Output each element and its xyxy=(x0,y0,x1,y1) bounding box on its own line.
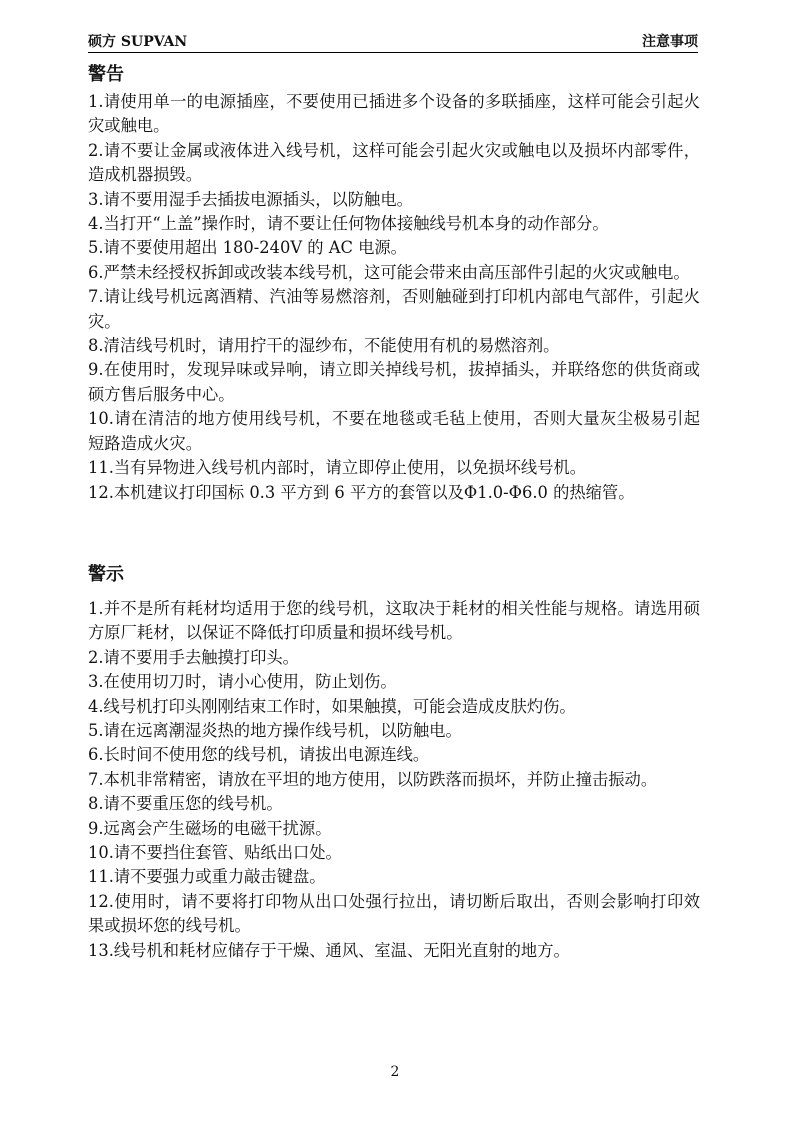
notice-item: 8.请不要重压您的线号机。 xyxy=(88,794,283,814)
notice-title: 警示 xyxy=(88,564,124,585)
warning-item: 5.请不要使用超出 180-240V 的 AC 电源。 xyxy=(88,238,407,258)
notice-item: 4.线号机打印头刚刚结束工作时，如果触摸，可能会造成皮肤灼伤。 xyxy=(88,696,576,716)
page-header xyxy=(88,0,698,53)
notice-item: 13.线号机和耗材应储存于干燥、通风、室温、无阳光直射的地方。 xyxy=(88,940,570,960)
notice-item: 2.请不要用手去触摸打印头。 xyxy=(88,647,299,667)
notice-list xyxy=(88,597,700,963)
notice-item: 3.在使用切刀时，请小心使用，防止划伤。 xyxy=(88,672,397,692)
warning-list xyxy=(88,90,700,505)
warning-section xyxy=(88,63,700,505)
notice-item: 7.本机非常精密，请放在平坦的地方使用，以防跌落而损坏，并防止撞击振动。 xyxy=(88,769,658,789)
notice-item: 5.请在远离潮湿炎热的地方操作线号机，以防触电。 xyxy=(88,721,462,741)
warning-item: 9.在使用时，发现异味或异响，请立即关掉线号机，拔掉插头，并联络您的供货商或硕方售后服务中心。 xyxy=(88,360,700,404)
warning-item: 6.严禁未经授权拆卸或改装本线号机，这可能会带来由高压部件引起的火灾或触电。 xyxy=(88,262,690,282)
header-section-title: 注意事项 xyxy=(642,34,698,50)
warning-item: 2.请不要让金属或液体进入线号机，这样可能会引起火灾或触电以及损坏内部零件，造成机器损毁。 xyxy=(88,140,700,185)
notice-item: 11.请不要强力或重力敲击键盘。 xyxy=(88,867,326,887)
notice-item: 10.请不要挡住套管、贴纸出口处。 xyxy=(88,843,342,863)
notice-item: 12.使用时，请不要将打印物从出口处强行拉出，请切断后取出，否则会影响打印效果或损坏您的线号机。 xyxy=(88,891,700,936)
notice-item: 1.并不是所有耗材均适用于您的线号机，这取决于耗材的相关性能与规格。请选用硕方原厂耗材，以保证不降低打印质量和损坏线号机。 xyxy=(88,599,700,643)
warning-title: 警告 xyxy=(88,64,124,85)
warning-item: 10.请在清洁的地方使用线号机，不要在地毯或毛毡上使用，否则大量灰尘极易引起短路造成火灾。 xyxy=(88,409,700,453)
notice-item: 9.远离会产生磁场的电磁干扰源。 xyxy=(88,818,332,838)
warning-item: 8.清洁线号机时，请用拧干的湿纱布，不能使用有机的易燃溶剂。 xyxy=(88,336,560,356)
header-brand: 硕方 SUPVAN xyxy=(88,34,188,50)
warning-item: 3.请不要用湿手去插拔电源插头，以防触电。 xyxy=(88,189,413,209)
notice-item: 6.长时间不使用您的线号机，请拔出电源连线。 xyxy=(88,745,430,765)
warning-item: 7.请让线号机远离酒精、汽油等易燃溶剂，否则触碰到打印机内部电气部件，引起火灾。 xyxy=(88,287,700,331)
notice-section xyxy=(88,563,700,963)
warning-item: 1.请使用单一的电源插座，不要使用已插进多个设备的多联插座，这样可能会引起火灾或触电。 xyxy=(88,92,700,136)
warning-item: 11.当有异物进入线号机内部时，请立即停止使用，以免损坏线号机。 xyxy=(88,458,587,478)
warning-item: 12.本机建议打印国标 0.3 平方到 6 平方的套管以及Φ1.0-Φ6.0 的热缩管。 xyxy=(88,482,635,502)
warning-item: 4.当打开“上盖”操作时，请不要让任何物体接触线号机本身的动作部分。 xyxy=(88,214,609,234)
page-number: 2 xyxy=(390,1064,400,1080)
